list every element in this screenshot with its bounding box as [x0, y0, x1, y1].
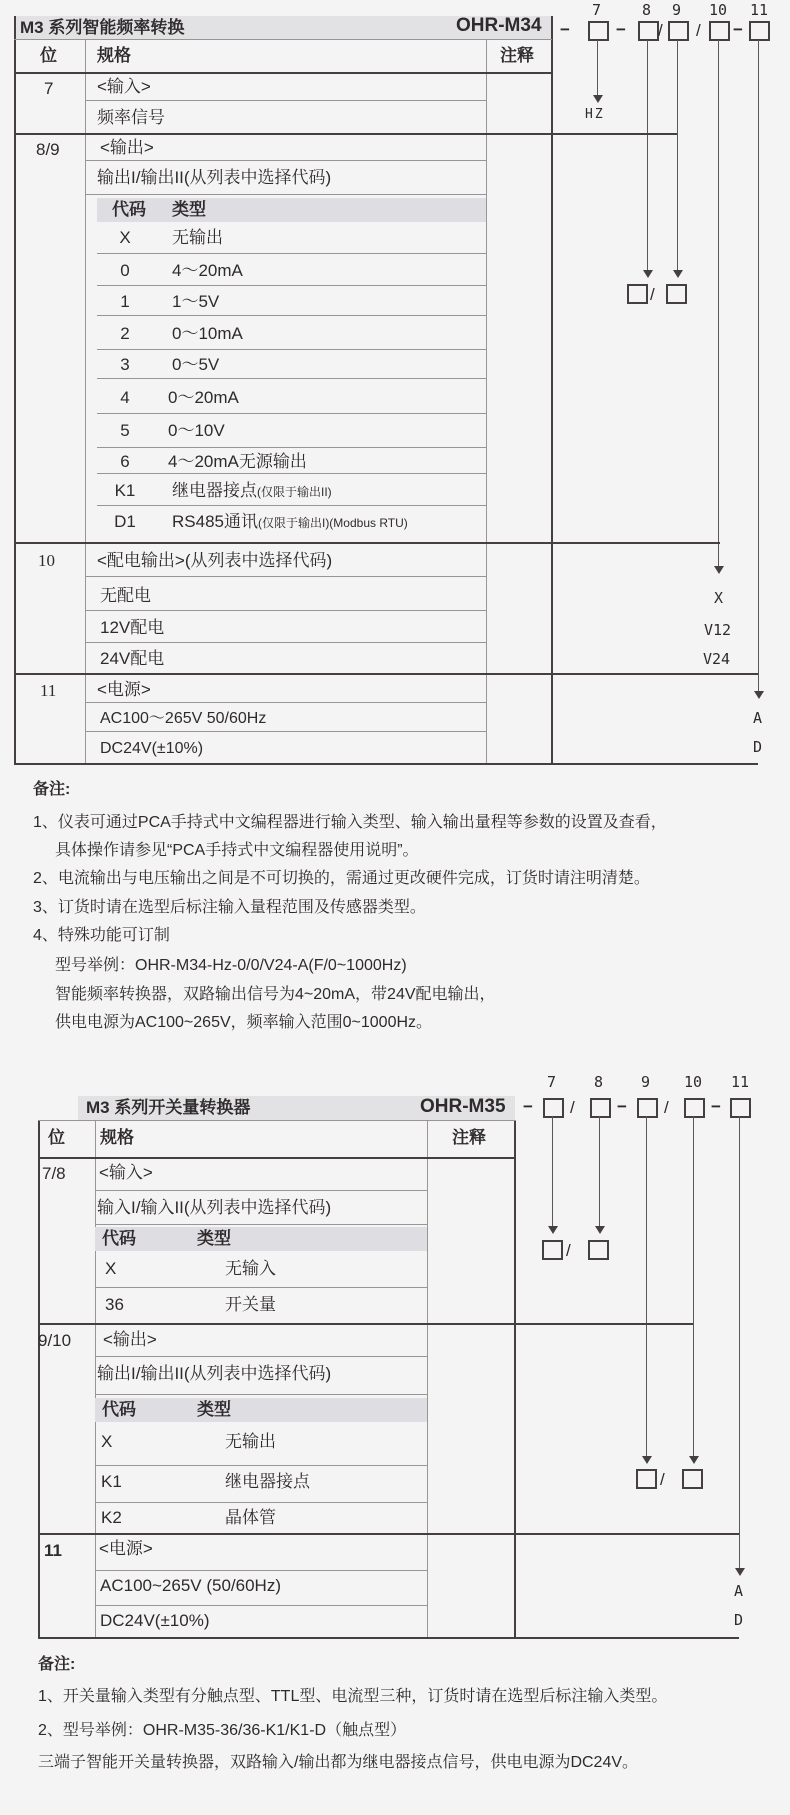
type-note: (仅限于输出I)(Modbus RTU): [257, 516, 408, 530]
m34-rowline: [85, 610, 486, 611]
m35-power-code-d: D: [734, 1611, 744, 1629]
m34-rowline: [85, 160, 486, 161]
m35-rowline: [95, 1605, 427, 1606]
m35-header-pos: 位: [48, 1128, 65, 1147]
code-cell: X: [105, 1259, 117, 1278]
m35-code-box-11: [730, 1098, 751, 1118]
code-cell: K1: [114, 481, 136, 500]
m35-input-code-header-band: [95, 1227, 427, 1251]
m34-groupline-7: [14, 133, 677, 135]
m34-rowline: [97, 253, 486, 254]
m34-rowline: [97, 315, 486, 316]
m34-pos-10: 10: [709, 1, 728, 19]
m35-input2-code-box: [588, 1240, 609, 1260]
m34-rowline: [85, 731, 486, 732]
code-cell: 3: [120, 355, 130, 374]
type-cell: 开关量: [225, 1295, 276, 1314]
m34-rowline: [85, 702, 486, 703]
m35-output-type-col-header: 类型: [197, 1400, 231, 1419]
m35-sep-1: −: [523, 1097, 533, 1116]
m35-pos-9: 9: [641, 1073, 651, 1091]
m34-arrow-down-icon-11: [754, 691, 764, 699]
m35-pos-11: 11: [731, 1073, 750, 1091]
m34-col-divider-pos: [85, 39, 86, 763]
m34-model-number: OHR-M34: [456, 15, 542, 36]
m34-arrow-down-icon-10: [714, 566, 724, 574]
m35-header-note: 注释: [452, 1128, 486, 1147]
type-cell: RS485通讯(仅限于输出I)(Modbus RTU): [172, 512, 408, 531]
m35-pos-10: 10: [684, 1073, 703, 1091]
m34-groupline-89: [14, 542, 720, 544]
m34-rowline: [85, 642, 486, 643]
m34-rowline: [85, 194, 486, 195]
m35-rowline: [95, 1224, 427, 1225]
m34-header-note: 注释: [500, 46, 534, 65]
m34-line-band-bottom: [14, 39, 552, 40]
m35-col-divider-pos: [95, 1120, 96, 1637]
m34-note-example-3: 供电电源为AC100~265V，频率输入范围0~1000Hz。: [55, 1014, 433, 1031]
m35-sep-5: −: [711, 1097, 721, 1116]
type-cell: 4～20mA: [172, 261, 243, 280]
m35-code-box-10: [684, 1098, 705, 1118]
m34-rowline: [97, 349, 486, 350]
type-cell: 0～10mA: [172, 324, 243, 343]
m35-output-code-col-header: 代码: [102, 1400, 136, 1419]
m34-rowline: [97, 285, 486, 286]
m35-model-number: OHR-M35: [420, 1096, 506, 1117]
m34-pos-9: 9: [672, 1, 682, 19]
m35-output-slash: /: [660, 1470, 665, 1489]
m34-code-box-11: [749, 21, 770, 41]
code-cell: 2: [120, 324, 130, 343]
m35-row-input-select: 输入I/输入II(从列表中选择代码): [97, 1198, 332, 1217]
m35-input-type-col-header: 类型: [197, 1229, 231, 1248]
m34-header-spec: 规格: [97, 46, 131, 65]
m34-leadline-11: [758, 40, 759, 691]
m34-note-1b: 具体操作请参见“PCA手持式中文编程器使用说明”。: [55, 842, 419, 859]
m34-row-24v-dist: 24V配电: [100, 649, 165, 668]
m35-code-box-7: [543, 1098, 564, 1118]
m35-rowline: [95, 1190, 427, 1191]
type-cell: 无输入: [225, 1259, 276, 1278]
type-cell: 继电器接点: [225, 1472, 310, 1491]
m34-dist-code-v24: V24: [703, 650, 731, 668]
m35-rowline: [95, 1287, 427, 1288]
m35-leadline-9: [646, 1116, 647, 1456]
m35-row-power: <电源>: [99, 1539, 153, 1558]
m35-pos-value-78: 7/8: [42, 1164, 66, 1183]
m34-code-box-9: [668, 21, 689, 41]
m35-code-box-8: [590, 1098, 611, 1118]
m34-note-3: 3、订货时请在选型后标注输入量程范围及传感器类型。: [33, 899, 426, 916]
m34-row-dc-power: DC24V(±10%): [100, 740, 204, 757]
m34-note-4: 4、特殊功能可订制: [33, 927, 170, 944]
m34-power-code-a: A: [753, 709, 763, 727]
code-cell: X: [119, 228, 131, 247]
type-cell: 0～10V: [168, 421, 225, 440]
code-cell: K2: [101, 1508, 122, 1527]
m34-code-col-header: 代码: [112, 200, 146, 219]
m34-row-dist-output: <配电输出>(从列表中选择代码): [97, 551, 333, 570]
m34-input-code-label: HZ: [585, 107, 605, 122]
code-cell: 36: [105, 1295, 124, 1314]
m34-note-example-2: 智能频率转换器，双路输出信号为4~20mA，带24V配电输出，: [55, 986, 496, 1003]
m35-col-divider-note: [427, 1120, 428, 1637]
m34-table-border-left: [14, 16, 16, 763]
m34-leadline-10: [718, 40, 719, 566]
m34-leadline-7: [597, 40, 598, 95]
m34-row-12v-dist: 12V配电: [100, 618, 165, 637]
type-cell: 1～5V: [172, 292, 220, 311]
m34-pos-11: 11: [750, 1, 769, 19]
code-cell: 4: [120, 388, 130, 407]
m34-power-code-d: D: [753, 738, 763, 756]
type-cell: 继电器接点(仅限于输出II): [172, 481, 332, 500]
m34-pos-8: 8: [642, 1, 652, 19]
m35-table-border-bottom: [38, 1637, 739, 1639]
m35-sep-3: −: [617, 1097, 627, 1116]
m34-col-divider-note: [486, 39, 487, 763]
m35-leadline-11: [739, 1116, 740, 1568]
m34-row-freq-signal: 频率信号: [97, 108, 165, 127]
m34-row-ac-power: AC100～265V 50/60Hz: [100, 710, 267, 727]
m35-section-title: M3 系列开关量转换器: [86, 1098, 251, 1117]
m35-header-spec: 规格: [100, 1128, 134, 1147]
m35-row-output-select: 输出I/输出II(从列表中选择代码): [97, 1364, 332, 1383]
m35-arrow-down-icon-11: [735, 1568, 745, 1576]
m34-pos-value-7: 7: [44, 79, 54, 98]
m34-sep-2: −: [616, 20, 626, 39]
m34-code-header-band: [97, 198, 486, 222]
m35-pos-value-910: 9/10: [38, 1331, 72, 1350]
m35-input1-code-box: [542, 1240, 563, 1260]
code-cell: 0: [120, 261, 130, 280]
m35-table-border-left: [38, 1120, 40, 1637]
m34-sep-3: /: [658, 21, 663, 40]
m34-table-border-right: [551, 16, 553, 763]
m35-pos-value-11: 11: [44, 1541, 62, 1560]
m34-row-input: <输入>: [97, 77, 151, 96]
m35-output-code-header-band: [95, 1398, 427, 1422]
m35-sep-2: /: [570, 1098, 575, 1117]
m35-notes-title: 备注:: [38, 1656, 76, 1673]
m34-output1-code-box: [627, 284, 648, 304]
m34-note-1: 1、仪表可通过PCA手持式中文编程器进行输入类型、输入输出量程等参数的设置及查看，: [33, 814, 667, 831]
m34-sep-4: /: [696, 21, 701, 40]
m34-row-power: <电源>: [97, 680, 151, 699]
m34-sep-1: −: [560, 20, 570, 39]
m35-input-code-col-header: 代码: [102, 1229, 136, 1248]
m35-note-2: 2、型号举例：OHR-M35-36/36-K1/K1-D（触点型）: [38, 1722, 407, 1739]
code-cell: 1: [120, 292, 130, 311]
m34-pos-value-89: 8/9: [36, 140, 60, 159]
m34-section-title: M3 系列智能频率转换: [20, 18, 185, 37]
m34-rowline: [97, 473, 486, 474]
code-cell: D1: [114, 512, 136, 531]
m34-code-box-10: [709, 21, 730, 41]
m34-rowline: [97, 505, 486, 506]
type-cell: 无输出: [225, 1432, 276, 1451]
m34-row-output-select: 输出I/输出II(从列表中选择代码): [97, 168, 332, 187]
m35-note-1: 1、开关量输入类型有分触点型、TTL型、电流型三种，订货时请在选型后标注输入类型。: [38, 1688, 668, 1705]
m35-output2-code-box: [682, 1469, 703, 1489]
m34-arrow-down-icon-9: [673, 270, 683, 278]
type-cell: 4～20mA无源输出: [168, 452, 307, 471]
code-cell: X: [101, 1432, 113, 1451]
m34-output2-code-box: [666, 284, 687, 304]
m34-groupline-10: [14, 673, 758, 675]
m34-row-no-dist: 无配电: [100, 586, 151, 605]
m34-line-header-bottom: [14, 72, 552, 74]
m34-arrow-down-icon-8: [643, 270, 653, 278]
m34-row-output: <输出>: [100, 138, 154, 157]
type-cell: 0～20mA: [168, 388, 239, 407]
m34-pos-value-11: 11: [40, 681, 57, 700]
m35-pos-7: 7: [547, 1073, 557, 1091]
m34-leadline-8: [647, 40, 648, 270]
m34-note-2: 2、电流输出与电压输出之间是不可切换的，需通过更改硬件完成，订货时请注明清楚。: [33, 870, 650, 887]
m34-rowline: [97, 378, 486, 379]
m35-rowline: [95, 1356, 427, 1357]
m35-rowline: [95, 1465, 427, 1466]
m34-rowline: [97, 447, 486, 448]
m34-header-pos: 位: [40, 46, 57, 65]
m35-note-3: 三端子智能开关量转换器，双路输入/输出都为继电器接点信号，供电电源为DC24V。: [38, 1754, 639, 1771]
m34-pos-value-10: 10: [38, 551, 55, 570]
m35-arrow-down-icon-9: [642, 1456, 652, 1464]
m34-rowline: [85, 576, 486, 577]
m34-dist-code-v12: V12: [704, 621, 732, 639]
m35-groupline-78: [38, 1323, 693, 1325]
type-cell: 无输出: [172, 228, 223, 247]
m35-rowline: [95, 1570, 427, 1571]
m34-dist-code-x: X: [714, 589, 724, 607]
m35-row-input: <输入>: [99, 1163, 153, 1182]
m34-leadline-9: [677, 40, 678, 270]
m34-code-box-7: [588, 21, 609, 41]
m35-output1-code-box: [636, 1469, 657, 1489]
m35-row-dc-power: DC24V(±10%): [100, 1611, 210, 1630]
type-cell: 0～5V: [172, 355, 220, 374]
type-cell: 晶体管: [225, 1508, 276, 1527]
m35-code-box-9: [637, 1098, 658, 1118]
m34-sep-5: −: [733, 20, 743, 39]
m35-rowline: [95, 1502, 427, 1503]
m35-leadline-8: [599, 1116, 600, 1226]
code-cell: 5: [120, 421, 130, 440]
m34-pos-7: 7: [592, 1, 602, 19]
m35-pos-8: 8: [594, 1073, 604, 1091]
m35-sep-4: /: [664, 1098, 669, 1117]
m35-rowline: [95, 1394, 427, 1395]
m34-table-border-bottom: [14, 763, 758, 765]
m35-table-border-right: [514, 1120, 516, 1637]
m34-rowline: [97, 413, 486, 414]
m34-rowline: [85, 100, 486, 101]
m34-output-slash: /: [650, 285, 655, 304]
code-cell: 6: [120, 452, 130, 471]
m35-line-header-bottom: [38, 1157, 516, 1159]
m35-arrow-down-icon-7: [548, 1226, 558, 1234]
m35-groupline-910: [38, 1533, 739, 1535]
type-note: (仅限于输出II): [257, 485, 332, 499]
m34-code-box-8: [638, 21, 659, 41]
m35-power-code-a: A: [734, 1582, 744, 1600]
m35-leadline-7: [552, 1116, 553, 1226]
m35-arrow-down-icon-8: [595, 1226, 605, 1234]
m35-arrow-down-icon-10: [689, 1456, 699, 1464]
m35-row-output: <输出>: [103, 1330, 157, 1349]
m34-notes-title: 备注:: [33, 781, 71, 798]
m34-note-example: 型号举例：OHR-M34-Hz-0/0/V24-A(F/0~1000Hz): [55, 957, 407, 974]
m34-arrow-down-icon-7: [593, 95, 603, 103]
m35-input-slash: /: [566, 1241, 571, 1260]
m34-type-col-header: 类型: [172, 200, 206, 219]
code-cell: K1: [101, 1472, 122, 1491]
m35-line-top: [38, 1120, 516, 1121]
m35-row-ac-power: AC100~265V (50/60Hz): [100, 1576, 281, 1595]
m35-leadline-10: [693, 1116, 694, 1456]
